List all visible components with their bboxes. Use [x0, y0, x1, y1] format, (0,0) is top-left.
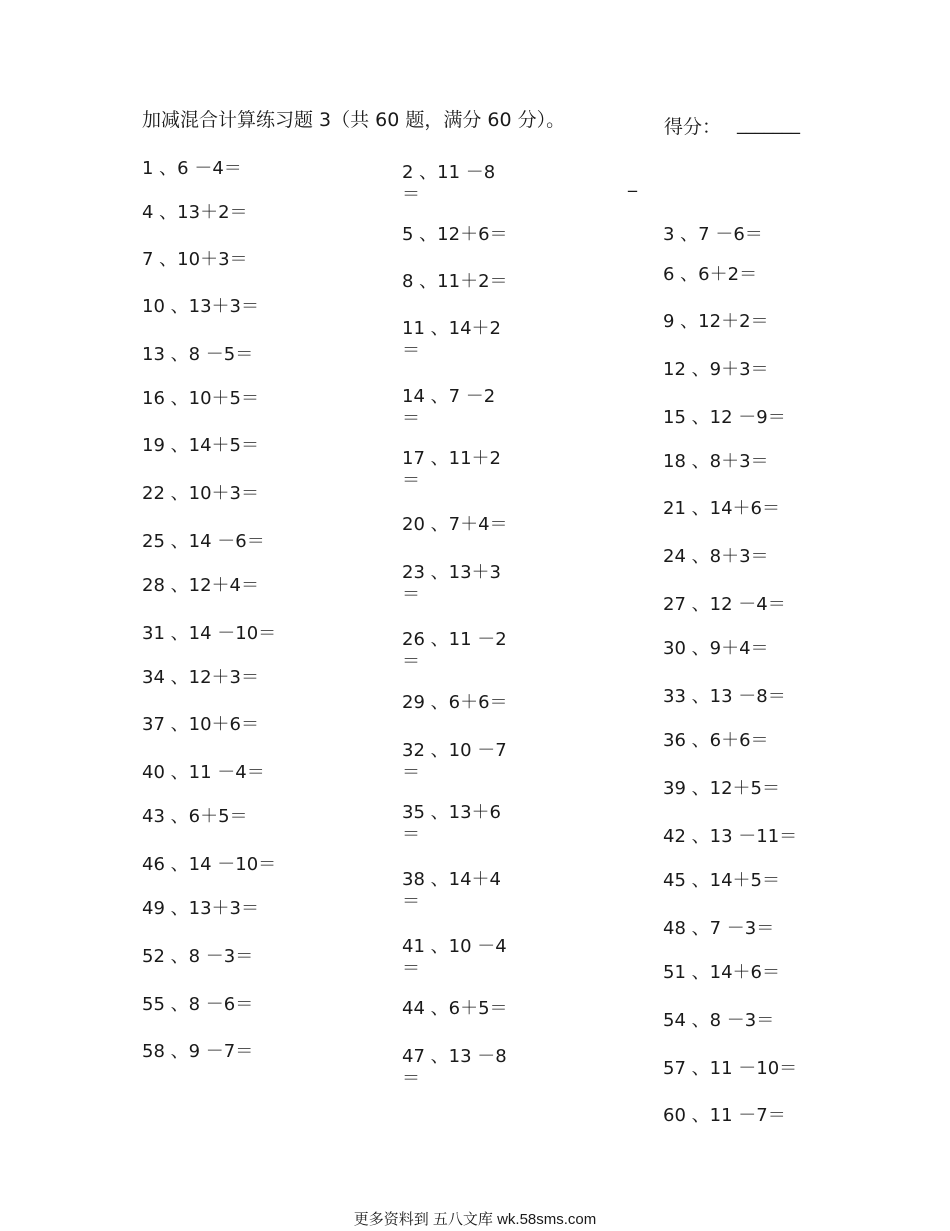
problem-11	[402, 318, 501, 361]
problem-47-equals: ＝	[402, 1068, 420, 1089]
problem-17-text: 17 、11＋2	[402, 448, 501, 469]
problem-26-equals: ＝	[402, 651, 420, 672]
problem-13: 13 、8 －5＝	[142, 344, 254, 365]
worksheet-title: 加减混合计算练习题 3（共 60 题，满分 60 分）。	[142, 109, 566, 131]
problem-18: 18 、8＋3＝	[663, 451, 769, 472]
problem-14-text: 14 、7 －2	[402, 386, 496, 407]
problem-45: 45 、14＋5＝	[663, 870, 780, 891]
problem-58: 58 、9 －7＝	[142, 1041, 254, 1062]
problem-54: 54 、8 －3＝	[663, 1010, 775, 1031]
problem-6: 6 、6＋2＝	[663, 264, 758, 285]
problem-38	[402, 869, 501, 912]
problem-23-text: 23 、13＋3	[402, 562, 501, 583]
problem-14-equals: ＝	[402, 408, 420, 429]
problem-27: 27 、12 －4＝	[663, 594, 786, 615]
problem-37: 37 、10＋6＝	[142, 714, 259, 735]
problem-26-text: 26 、11 －2	[402, 629, 507, 650]
problem-47	[402, 1046, 507, 1089]
problem-41-text: 41 、10 －4	[402, 936, 507, 957]
problem-1: 1 、6 －4＝	[142, 158, 242, 179]
problem-52: 52 、8 －3＝	[142, 946, 254, 967]
problem-29: 29 、6＋6＝	[402, 692, 508, 713]
problem-2	[402, 162, 496, 205]
problem-34: 34 、12＋3＝	[142, 667, 259, 688]
problem-4: 4 、13＋2＝	[142, 202, 248, 223]
problem-25: 25 、14 －6＝	[142, 531, 265, 552]
problem-17-equals: ＝	[402, 470, 420, 491]
problem-48: 48 、7 －3＝	[663, 918, 775, 939]
problem-47-text: 47 、13 －8	[402, 1046, 507, 1067]
problem-22: 22 、10＋3＝	[142, 483, 259, 504]
problem-32-equals: ＝	[402, 762, 420, 783]
problem-31: 31 、14 －10＝	[142, 623, 277, 644]
problem-49: 49 、13＋3＝	[142, 898, 259, 919]
problem-35-equals: ＝	[402, 824, 420, 845]
problem-38-text: 38 、14＋4	[402, 869, 501, 890]
problem-23-equals: ＝	[402, 584, 420, 605]
problem-23	[402, 562, 501, 605]
problem-20: 20 、7＋4＝	[402, 514, 508, 535]
problem-26	[402, 629, 507, 672]
problem-38-equals: ＝	[402, 891, 420, 912]
problem-15: 15 、12 －9＝	[663, 407, 786, 428]
footer-watermark-text: 更多资料到 五八文库 wk.58sms.com	[353, 1211, 597, 1228]
problem-3: 3 、7 －6＝	[663, 224, 763, 245]
problem-30: 30 、9＋4＝	[663, 638, 769, 659]
problem-60: 60 、11 －7＝	[663, 1105, 786, 1126]
problem-2-equals: ＝	[402, 184, 420, 205]
problem-41	[402, 936, 507, 979]
problem-17	[402, 448, 501, 491]
problem-44: 44 、6＋5＝	[402, 998, 508, 1019]
problem-19: 19 、14＋5＝	[142, 435, 259, 456]
problem-16: 16 、10＋5＝	[142, 388, 259, 409]
problem-41-equals: ＝	[402, 958, 420, 979]
problem-43: 43 、6＋5＝	[142, 806, 248, 827]
problem-39: 39 、12＋5＝	[663, 778, 780, 799]
problem-35	[402, 802, 501, 845]
problem-28: 28 、12＋4＝	[142, 575, 259, 596]
problem-57: 57 、11 －10＝	[663, 1058, 798, 1079]
problem-11-text: 11 、14＋2	[402, 318, 501, 339]
problem-32	[402, 740, 507, 783]
problem-24: 24 、8＋3＝	[663, 546, 769, 567]
problem-10: 10 、13＋3＝	[142, 296, 259, 317]
stray-mark: _	[628, 172, 637, 193]
problem-9: 9 、12＋2＝	[663, 311, 769, 332]
problem-12: 12 、9＋3＝	[663, 359, 769, 380]
score-blank: _______	[737, 114, 800, 135]
problem-7: 7 、10＋3＝	[142, 249, 248, 270]
problem-11-equals: ＝	[402, 340, 420, 361]
problem-21: 21 、14＋6＝	[663, 498, 780, 519]
problem-35-text: 35 、13＋6	[402, 802, 501, 823]
problem-55: 55 、8 －6＝	[142, 994, 254, 1015]
problem-36: 36 、6＋6＝	[663, 730, 769, 751]
problem-2-text: 2 、11 －8	[402, 162, 496, 183]
problem-51: 51 、14＋6＝	[663, 962, 780, 983]
problem-14	[402, 386, 496, 429]
problem-32-text: 32 、10 －7	[402, 740, 507, 761]
problem-5: 5 、12＋6＝	[402, 224, 508, 245]
problem-46: 46 、14 －10＝	[142, 854, 277, 875]
problem-33: 33 、13 －8＝	[663, 686, 786, 707]
problem-8: 8 、11＋2＝	[402, 271, 508, 292]
problem-40: 40 、11 －4＝	[142, 762, 265, 783]
problem-42: 42 、13 －11＝	[663, 826, 798, 847]
score-label: 得分：	[664, 116, 722, 138]
